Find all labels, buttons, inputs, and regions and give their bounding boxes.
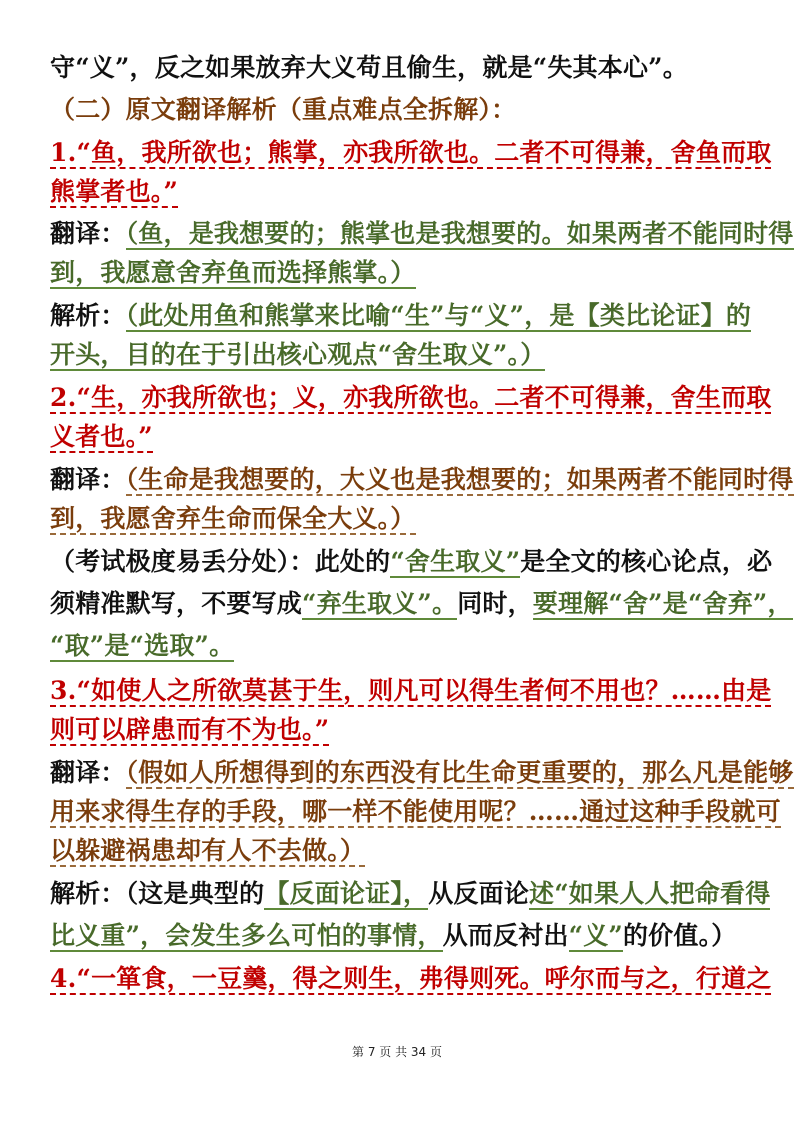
quote-3-line-2 [50, 712, 760, 748]
exam-note-line-2 [50, 586, 793, 622]
text: 守“义”，反之如果放弃大义苟且偷生，就是“失其本心”。 [50, 53, 688, 82]
translation-2-line-2 [50, 501, 760, 537]
paragraph-line [50, 50, 760, 86]
quote-2-line-1 [50, 380, 772, 416]
heading-text: （二）原文翻译解析（重点难点全拆解）： [50, 95, 517, 124]
translation-label: 翻译： [50, 465, 126, 494]
exam-note-line-3 [50, 628, 760, 664]
quote-text: 2.“生，亦我所欲也；义，亦我所欲也。二者不可得兼，舍生而取 [50, 383, 772, 412]
quote-2-line-2 [50, 419, 760, 455]
translation-label: 翻译： [50, 219, 126, 248]
analysis-keyword: 述“如果人人把命看得 [529, 879, 771, 908]
analysis-text: 开头，目的在于引出核心观点“舍生取义”。） [50, 340, 546, 369]
translation-text: （生命是我想要的，大义也是我想要的；如果两者不能同时得 [125, 465, 794, 494]
quote-text: 3.“如使人之所欲莫甚于生，则凡可以得生者何不用也？……由是 [50, 676, 772, 705]
quote-1-line-1 [50, 135, 772, 171]
analysis-text: （此处用鱼和熊掌来比喻“生”与“义”，是【类比论证】的 [125, 301, 752, 330]
note-keyword: “弃生取义”。 [302, 589, 458, 618]
quote-4-line-1 [50, 961, 772, 997]
translation-text: 用来求得生存的手段，哪一样不能使用呢？……通过这种手段就可 [50, 797, 781, 826]
analysis-text: （这是典型的 [125, 879, 265, 908]
translation-label: 翻译： [50, 758, 126, 787]
analysis-text: 的价值。） [622, 921, 737, 950]
quote-text: 熊掌者也。” [50, 177, 179, 206]
exam-note-line-1 [50, 544, 773, 580]
translation-1-line-1 [50, 216, 794, 252]
analysis-keyword: 【反面论证】， [264, 879, 429, 908]
quote-3-line-1 [50, 673, 772, 709]
translation-2-line-1 [50, 462, 794, 498]
analysis-3-line-2 [50, 918, 760, 954]
analysis-3-line-1 [50, 876, 771, 912]
translation-text: （鱼，是我想要的；熊掌也是我想要的。如果两者不能同时得 [125, 219, 794, 248]
note-text: 同时， [457, 589, 533, 618]
translation-text: （假如人所想得到的东西没有比生命更重要的，那么凡是能够 [125, 758, 794, 787]
note-text: （考试极度易丢分处）：此处的 [50, 547, 391, 576]
quote-text: 义者也。” [50, 422, 153, 451]
translation-3-line-2 [50, 794, 781, 830]
translation-3-line-1 [50, 755, 794, 791]
analysis-keyword: 比义重”，会发生多么可怕的事情， [50, 921, 443, 950]
quote-1-line-2 [50, 174, 760, 210]
note-keyword: 要理解“舍”是“舍弃”， [532, 589, 793, 618]
analysis-keyword: “义” [568, 921, 623, 950]
analysis-text: 从反面论 [428, 879, 530, 908]
note-text: 须精准默写，不要写成 [50, 589, 303, 618]
analysis-1-line-2 [50, 337, 760, 373]
quote-text: 1.“鱼，我所欲也；熊掌，亦我所欲也。二者不可得兼，舍鱼而取 [50, 138, 772, 167]
translation-text: 到，我愿舍弃生命而保全大义。） [50, 504, 416, 533]
analysis-1-line-1 [50, 298, 760, 334]
quote-text: 则可以辟患而有不为也。” [50, 715, 330, 744]
translation-text: 以躲避祸患却有人不去做。） [50, 836, 366, 865]
note-text: 是全文的核心论点，必 [520, 547, 773, 576]
analysis-label: 解析： [50, 879, 126, 908]
translation-text: 到，我愿意舍弃鱼而选择熊掌。） [50, 258, 416, 287]
quote-text: 4.“一箪食，一豆羹，得之则生，弗得则死。呼尔而与之，行道之 [50, 964, 772, 993]
translation-1-line-2 [50, 255, 760, 291]
section-heading [50, 92, 760, 128]
page-number-footer: 第 7 页 共 34 页 [352, 1045, 442, 1059]
note-keyword: “舍生取义” [390, 547, 521, 576]
analysis-label: 解析： [50, 301, 126, 330]
note-keyword: “取”是“选取”。 [50, 631, 235, 660]
analysis-text: 从而反衬出 [442, 921, 569, 950]
translation-3-line-3 [50, 833, 760, 869]
